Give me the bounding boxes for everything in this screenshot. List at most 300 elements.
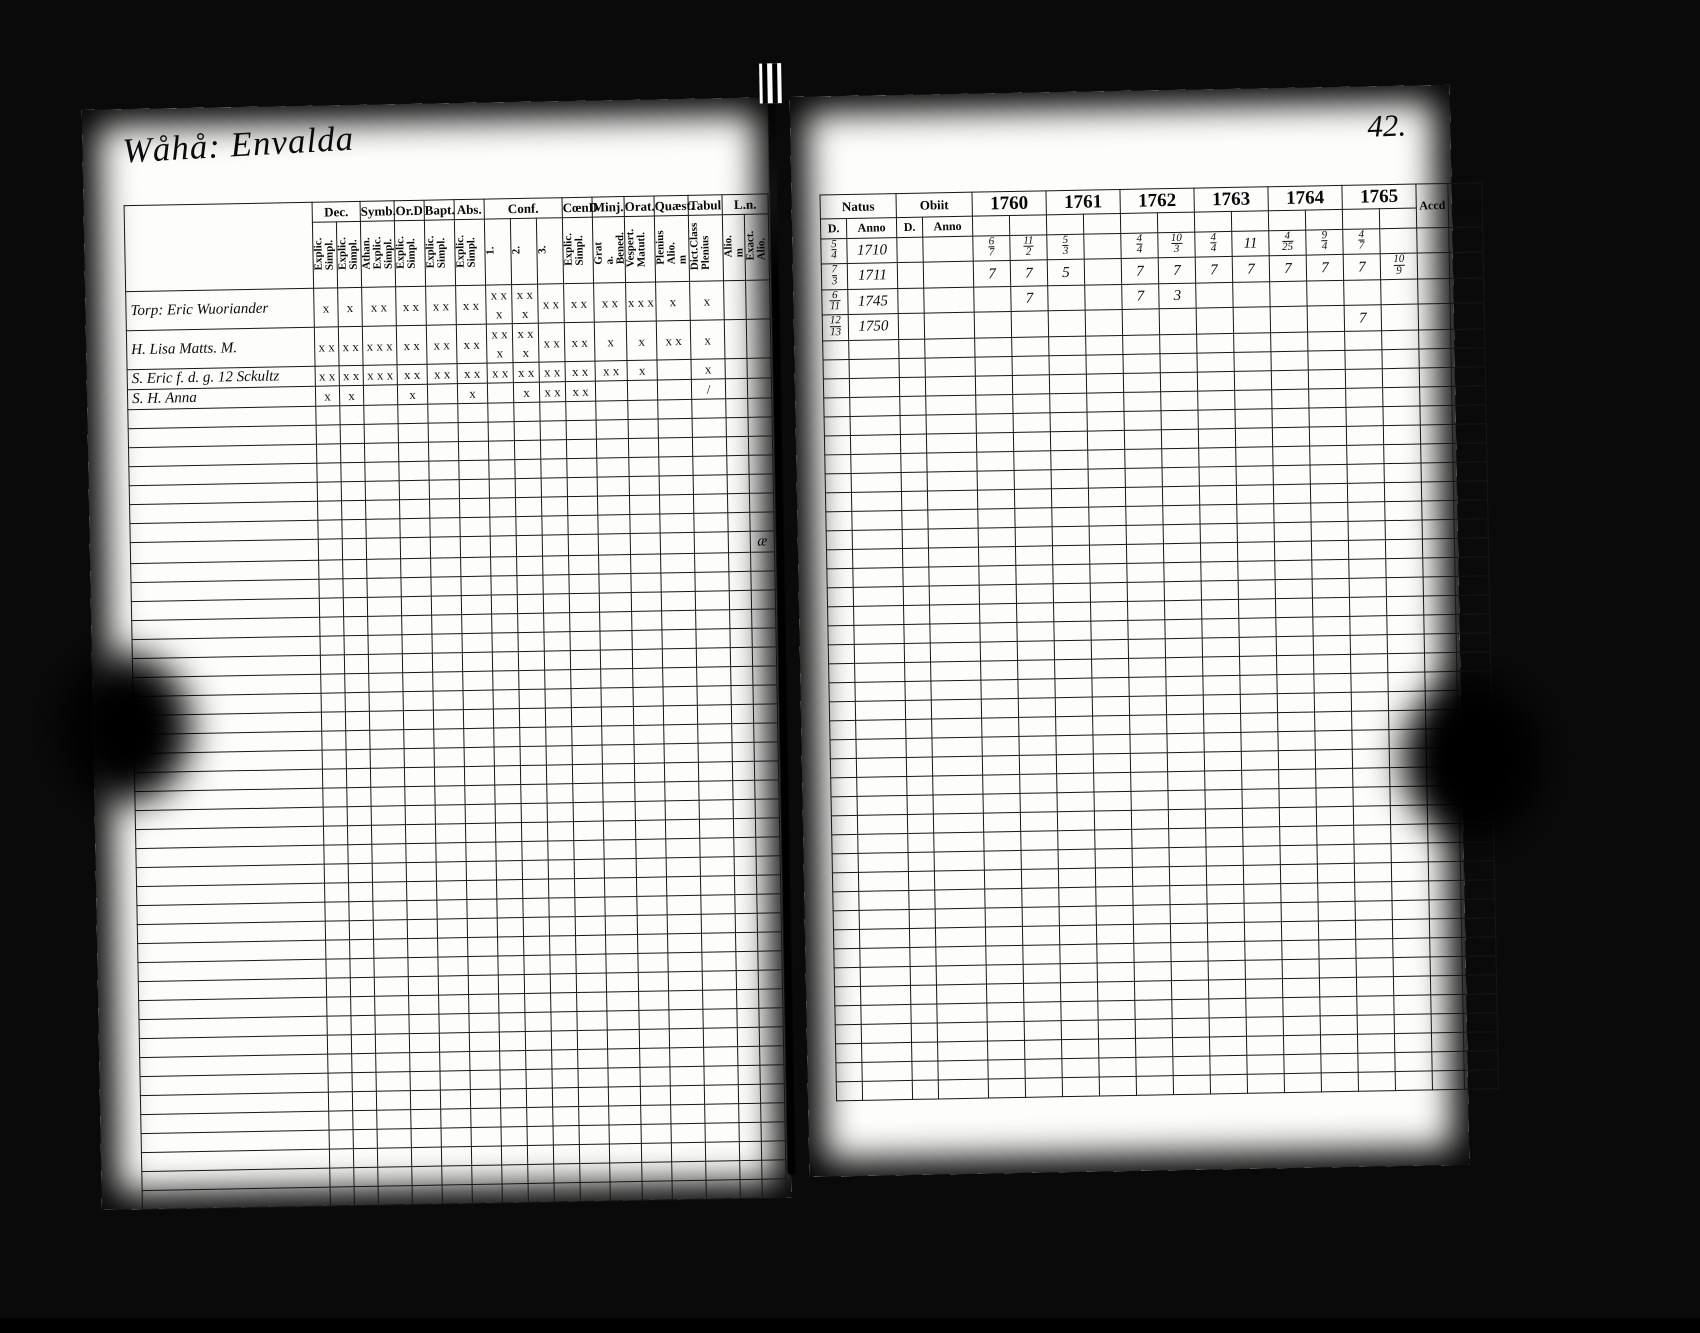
empty-cell <box>1456 633 1490 653</box>
natus-day: $\frac{7}{3}$ <box>821 264 847 290</box>
empty-cell <box>1013 394 1050 414</box>
empty-cell <box>1424 633 1456 653</box>
empty-cell <box>1170 885 1207 905</box>
empty-cell <box>344 654 368 673</box>
empty-cell <box>432 634 462 654</box>
attendance-mark: x x <box>362 287 397 327</box>
empty-cell <box>495 804 521 823</box>
empty-cell <box>932 718 982 738</box>
empty-cell <box>403 710 433 730</box>
sub-header-12: Plenius Alio. m <box>654 215 689 282</box>
empty-cell <box>323 788 347 807</box>
empty-cell <box>1320 996 1357 1016</box>
empty-cell <box>1160 372 1197 392</box>
empty-cell <box>1095 829 1132 849</box>
empty-cell <box>1207 884 1244 904</box>
sub-header-1: Explic. Simpl. <box>336 221 361 287</box>
natus-day: $\frac{5}{4}$ <box>821 238 847 264</box>
empty-cell <box>704 1066 738 1086</box>
empty-cell <box>936 984 986 1004</box>
empty-cell <box>693 475 727 495</box>
empty-cell <box>1463 1031 1497 1051</box>
empty-cell <box>576 954 606 974</box>
empty-cell <box>1308 331 1345 351</box>
empty-cell <box>1020 773 1057 793</box>
empty-cell <box>1354 862 1391 882</box>
empty-cell <box>1455 576 1489 596</box>
empty-cell <box>980 622 1017 642</box>
empty-cell <box>401 558 431 578</box>
empty-cell <box>373 882 407 902</box>
empty-cell <box>569 593 599 613</box>
empty-cell <box>1204 732 1241 752</box>
empty-cell <box>600 649 632 669</box>
empty-cell <box>929 585 979 605</box>
empty-cell <box>437 919 467 939</box>
empty-cell <box>435 805 465 825</box>
empty-cell <box>541 478 567 497</box>
empty-cell <box>934 832 984 852</box>
empty-cell <box>701 895 735 915</box>
year-entry <box>1048 285 1085 311</box>
empty-cell <box>440 1052 470 1072</box>
year-sub-a <box>1342 209 1379 230</box>
empty-cell <box>1284 1073 1321 1093</box>
empty-cell <box>341 481 365 500</box>
empty-cell <box>412 1185 442 1205</box>
empty-cell <box>601 668 633 688</box>
empty-cell <box>1280 845 1317 865</box>
empty-cell <box>490 517 516 536</box>
empty-cell <box>471 1108 501 1128</box>
empty-cell <box>569 555 599 575</box>
empty-cell <box>493 709 519 728</box>
empty-cell <box>1451 367 1485 387</box>
empty-cell <box>1204 751 1241 771</box>
empty-cell <box>826 549 852 568</box>
empty-cell <box>858 871 908 891</box>
empty-cell <box>329 1130 353 1149</box>
empty-cell <box>1318 901 1355 921</box>
empty-cell <box>1016 584 1053 604</box>
empty-cell <box>405 824 435 844</box>
empty-cell <box>494 747 520 766</box>
empty-cell <box>824 397 850 416</box>
attendance-mark: x <box>314 288 339 327</box>
empty-cell <box>642 1162 672 1182</box>
empty-cell <box>605 915 637 935</box>
empty-cell <box>351 996 375 1015</box>
empty-cell <box>826 530 852 549</box>
empty-cell <box>976 432 1013 452</box>
empty-cell <box>367 597 401 617</box>
empty-cell <box>496 861 522 880</box>
empty-cell <box>466 842 496 862</box>
empty-cell <box>544 632 570 651</box>
sub-header-4: Explic. Simpl. <box>424 220 455 287</box>
empty-cell <box>1207 903 1244 923</box>
empty-cell <box>329 1111 353 1130</box>
empty-cell <box>543 556 569 575</box>
empty-cell <box>501 1126 527 1145</box>
empty-cell <box>906 757 932 776</box>
col-header-ln: L.n. <box>722 194 768 215</box>
empty-cell <box>1207 922 1244 942</box>
empty-cell <box>368 635 402 655</box>
empty-cell <box>981 660 1018 680</box>
empty-cell <box>703 990 737 1010</box>
empty-cell <box>1241 750 1278 770</box>
empty-cell <box>849 339 899 359</box>
empty-cell <box>437 881 467 901</box>
empty-cell <box>1274 503 1311 523</box>
empty-cell <box>1432 1070 1464 1090</box>
empty-cell <box>368 616 402 636</box>
empty-cell <box>466 880 496 900</box>
empty-cell <box>400 499 430 519</box>
empty-cell <box>1098 1000 1135 1020</box>
empty-cell <box>354 1167 378 1186</box>
empty-cell <box>907 814 933 833</box>
empty-cell <box>1316 806 1353 826</box>
empty-cell <box>472 1184 502 1204</box>
empty-cell <box>1271 370 1308 390</box>
empty-cell <box>726 417 748 436</box>
empty-cell <box>1241 712 1278 732</box>
empty-cell <box>1049 355 1086 375</box>
empty-cell <box>1133 885 1170 905</box>
empty-cell <box>662 648 696 668</box>
empty-cell <box>371 806 405 826</box>
empty-cell <box>1352 748 1389 768</box>
empty-cell <box>551 993 577 1012</box>
empty-cell <box>326 940 350 959</box>
empty-cell <box>467 918 497 938</box>
empty-cell <box>1240 674 1277 694</box>
empty-cell <box>439 1033 469 1053</box>
empty-cell <box>900 396 926 415</box>
person-name: S. H. Anna <box>127 386 315 409</box>
empty-cell <box>1057 773 1094 793</box>
empty-cell <box>540 440 566 459</box>
empty-cell <box>525 1012 551 1031</box>
empty-cell <box>660 513 694 533</box>
empty-cell <box>366 519 400 539</box>
accd-cell <box>1417 227 1449 253</box>
attendance-mark: x x x <box>512 323 539 362</box>
empty-cell <box>515 478 541 497</box>
empty-cell <box>341 462 365 481</box>
empty-cell <box>577 992 607 1012</box>
empty-cell <box>938 1079 988 1099</box>
empty-cell <box>340 405 364 424</box>
empty-cell <box>860 947 910 967</box>
empty-cell <box>1431 1013 1463 1033</box>
empty-cell <box>526 1088 552 1107</box>
empty-cell <box>604 858 636 878</box>
empty-cell <box>1460 860 1494 880</box>
attendance-mark: x x <box>338 326 363 365</box>
empty-cell <box>634 744 664 764</box>
empty-cell <box>704 1047 738 1067</box>
empty-cell <box>1172 999 1209 1019</box>
empty-cell <box>699 800 733 820</box>
empty-cell <box>910 947 936 966</box>
empty-cell <box>1383 425 1420 445</box>
empty-cell <box>541 459 567 478</box>
empty-cell <box>697 667 731 687</box>
empty-cell <box>600 630 632 650</box>
empty-cell <box>367 578 401 598</box>
empty-cell <box>342 500 366 519</box>
empty-cell <box>1430 975 1462 995</box>
empty-cell <box>400 537 430 559</box>
empty-cell <box>1385 501 1422 521</box>
empty-cell <box>931 699 981 719</box>
empty-cell <box>1169 847 1206 867</box>
empty-cell <box>1058 849 1095 869</box>
empty-cell <box>639 1010 669 1030</box>
empty-cell <box>494 728 520 747</box>
empty-cell <box>692 437 726 457</box>
empty-cell <box>1089 525 1126 545</box>
empty-cell <box>1311 540 1348 560</box>
attendance-mark <box>627 380 657 401</box>
empty-cell <box>462 652 492 672</box>
sub-header-anno-1: Anno <box>846 218 896 239</box>
empty-cell <box>636 858 666 878</box>
year-sub-b <box>1305 209 1342 230</box>
empty-cell <box>830 720 856 739</box>
empty-cell <box>834 948 860 967</box>
empty-cell <box>1241 731 1278 751</box>
empty-cell <box>1351 672 1388 692</box>
sub-header-13: Dict.Class Plenius <box>688 215 723 282</box>
empty-cell <box>831 815 857 834</box>
empty-cell <box>907 776 933 795</box>
empty-cell <box>832 872 858 891</box>
empty-cell <box>978 508 1015 528</box>
empty-cell <box>549 898 575 917</box>
empty-cell <box>409 1014 439 1034</box>
empty-cell <box>599 592 631 612</box>
empty-cell <box>545 708 571 727</box>
empty-cell <box>979 584 1016 604</box>
empty-cell <box>407 900 437 920</box>
empty-cell <box>935 889 985 909</box>
empty-cell <box>1126 524 1163 544</box>
empty-cell <box>554 1164 580 1183</box>
empty-cell <box>983 793 1020 813</box>
empty-cell <box>985 926 1022 946</box>
empty-cell <box>1201 580 1238 600</box>
empty-cell <box>316 425 340 444</box>
empty-cell <box>696 648 730 668</box>
empty-cell <box>1315 711 1352 731</box>
empty-cell <box>1062 1058 1099 1078</box>
empty-cell <box>629 457 659 477</box>
empty-cell <box>1429 899 1461 919</box>
empty-cell <box>987 1002 1024 1022</box>
empty-cell <box>672 1161 706 1181</box>
empty-cell <box>411 1128 441 1148</box>
empty-cell <box>525 993 551 1012</box>
empty-cell <box>1054 640 1091 660</box>
empty-cell <box>323 807 347 826</box>
empty-cell <box>1124 430 1161 450</box>
empty-cell <box>442 1185 472 1205</box>
empty-cell <box>1060 982 1097 1002</box>
empty-cell <box>1315 749 1352 769</box>
empty-cell <box>318 539 342 560</box>
empty-cell <box>1383 406 1420 426</box>
empty-cell <box>429 480 459 500</box>
empty-cell <box>1170 923 1207 943</box>
empty-cell <box>901 491 927 510</box>
empty-cell <box>572 764 602 784</box>
empty-cell <box>736 951 758 970</box>
empty-cell <box>1198 428 1235 448</box>
attendance-mark: x x x <box>486 324 513 363</box>
empty-cell <box>1086 335 1123 355</box>
empty-cell <box>1350 615 1387 635</box>
col-header-orat: Orat. <box>624 196 654 217</box>
empty-cell <box>1237 503 1274 523</box>
empty-cell <box>1317 844 1354 864</box>
empty-cell <box>704 1085 738 1105</box>
sub-header-15: Exact. Alio. <box>744 214 769 280</box>
sub-header-14: Alio. m <box>722 214 745 280</box>
empty-cell <box>1395 1052 1432 1072</box>
empty-cell <box>693 494 727 514</box>
empty-cell <box>1086 354 1123 374</box>
empty-cell <box>521 822 547 841</box>
empty-cell <box>430 518 460 538</box>
empty-cell <box>1206 827 1243 847</box>
empty-cell <box>1278 750 1315 770</box>
empty-cell <box>830 739 856 758</box>
empty-cell <box>399 480 429 500</box>
abit-cell <box>1449 252 1483 278</box>
empty-cell <box>1050 393 1087 413</box>
year-entry <box>1270 306 1307 332</box>
empty-cell <box>1164 581 1201 601</box>
empty-cell <box>1023 944 1060 964</box>
empty-cell <box>637 915 667 935</box>
empty-cell <box>827 568 853 587</box>
empty-cell <box>1168 771 1205 791</box>
empty-cell <box>324 864 348 883</box>
empty-cell <box>568 534 598 556</box>
year-entry: 7 <box>1344 305 1381 331</box>
empty-cell <box>545 689 571 708</box>
empty-cell <box>495 785 521 804</box>
empty-cell <box>899 358 925 377</box>
empty-cell <box>628 419 658 439</box>
empty-cell <box>935 927 985 947</box>
empty-cell <box>519 689 545 708</box>
col-header-year-1764: 1764 <box>1268 185 1342 210</box>
empty-cell <box>1062 1077 1099 1097</box>
empty-cell <box>826 511 852 530</box>
empty-cell <box>828 625 854 644</box>
attendance-mark: x x <box>457 363 487 384</box>
empty-cell <box>405 805 435 825</box>
col-header-year-1761: 1761 <box>1046 189 1120 214</box>
year-entry <box>1159 308 1196 334</box>
empty-cell <box>664 724 698 744</box>
empty-cell <box>1017 641 1054 661</box>
empty-cell <box>977 489 1014 509</box>
year-sub-b <box>1379 208 1416 229</box>
empty-cell <box>852 529 902 549</box>
obiit-day <box>897 263 923 289</box>
empty-cell <box>403 691 433 711</box>
empty-cell <box>740 1160 762 1179</box>
empty-cell <box>1160 334 1197 354</box>
year-sub-b <box>1009 215 1046 236</box>
col-header-qust: Quæst. <box>654 195 688 216</box>
empty-cell <box>440 1090 470 1110</box>
empty-cell <box>824 416 850 435</box>
empty-cell <box>472 1165 502 1185</box>
empty-cell <box>1463 1012 1497 1032</box>
empty-cell <box>1056 716 1093 736</box>
empty-cell <box>604 877 636 897</box>
empty-cell <box>469 1032 499 1052</box>
empty-cell <box>496 842 522 861</box>
accd-cell <box>1417 253 1449 279</box>
empty-cell <box>399 461 429 481</box>
empty-cell <box>936 965 986 985</box>
empty-cell <box>1015 546 1052 566</box>
empty-cell <box>1463 993 1497 1013</box>
empty-cell <box>908 833 934 852</box>
empty-cell <box>727 455 749 474</box>
attendance-mark: x <box>457 383 487 404</box>
attendance-mark: x x <box>456 285 487 325</box>
empty-cell <box>1091 620 1128 640</box>
empty-cell <box>1059 906 1096 926</box>
empty-cell <box>728 512 750 531</box>
empty-cell <box>1052 507 1089 527</box>
empty-cell <box>372 844 406 864</box>
empty-cell <box>912 1042 938 1061</box>
col-header-bapt: Bapt. <box>424 200 454 221</box>
attendance-mark: x x <box>595 361 627 382</box>
empty-cell <box>374 977 408 997</box>
empty-cell <box>598 515 630 535</box>
year-entry <box>1307 280 1344 306</box>
empty-cell <box>1097 981 1134 1001</box>
attendance-mark: x x <box>396 325 427 365</box>
empty-cell <box>566 401 596 421</box>
empty-cell <box>375 1015 409 1035</box>
empty-cell <box>1164 562 1201 582</box>
empty-cell <box>579 1125 609 1145</box>
empty-cell <box>737 1008 759 1027</box>
empty-cell <box>467 899 497 919</box>
empty-cell <box>976 394 1013 414</box>
empty-cell <box>1086 373 1123 393</box>
empty-cell <box>665 819 699 839</box>
empty-cell <box>1050 412 1087 432</box>
empty-cell <box>732 742 754 761</box>
empty-cell <box>1358 1052 1395 1072</box>
empty-cell <box>829 682 855 701</box>
empty-cell <box>1278 731 1315 751</box>
empty-cell <box>1205 789 1242 809</box>
